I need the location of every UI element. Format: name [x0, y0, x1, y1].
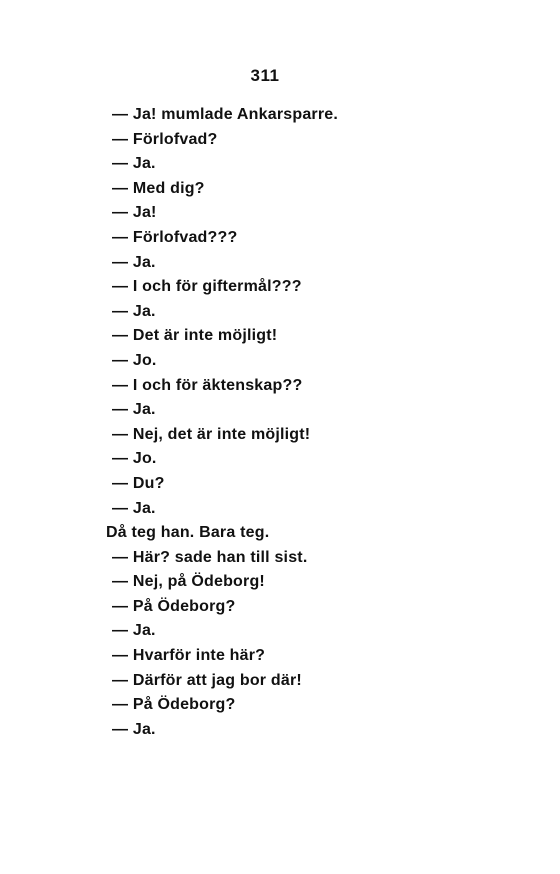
dialogue-line: — Förlofvad? — [112, 130, 218, 148]
dialogue-line: — Det är inte möjligt! — [112, 327, 278, 345]
dialogue-line: — Nej, på Ödeborg! — [112, 573, 265, 591]
dialogue-line: — Ja. — [112, 499, 156, 517]
dialogue-line: — Ja. — [112, 155, 156, 173]
dialogue-line: — Ja. — [112, 720, 156, 738]
dialogue-line: — Ja. — [112, 401, 156, 419]
page-number: 311 — [250, 66, 280, 85]
dialogue-line: — Jo. — [112, 351, 157, 369]
dialogue-line: — Ja! mumlade Ankarsparre. — [112, 106, 339, 123]
dialogue-line: — Hvarför inte här? — [112, 647, 266, 665]
dialogue-line: — Jo. — [112, 450, 157, 468]
dialogue-line: — Du? — [112, 474, 165, 492]
dialogue-line: — Därför att jag bor där! — [112, 671, 302, 689]
dialogue-line: — Med dig? — [112, 179, 205, 197]
dialogue-line: — I och för giftermål??? — [112, 278, 302, 296]
dialogue-line: — På Ödeborg? — [112, 597, 236, 615]
dialogue-line: — Förlofvad??? — [112, 228, 238, 246]
narrative-line: Då teg han. Bara teg. — [106, 524, 270, 542]
dialogue-line: — Ja. — [112, 253, 156, 271]
dialogue-line: — Ja! — [112, 204, 157, 222]
dialogue-line: — Här? sade han till sist. — [112, 548, 308, 566]
text-block — [106, 103, 442, 742]
dialogue-line: — Nej, det är inte möjligt! — [112, 425, 311, 443]
dialogue-line: — Ja. — [112, 622, 156, 640]
dialogue-line: — På Ödeborg? — [112, 696, 236, 714]
dialogue-line: — Ja. — [112, 302, 156, 320]
dialogue-line: — I och för äktenskap?? — [112, 376, 303, 394]
